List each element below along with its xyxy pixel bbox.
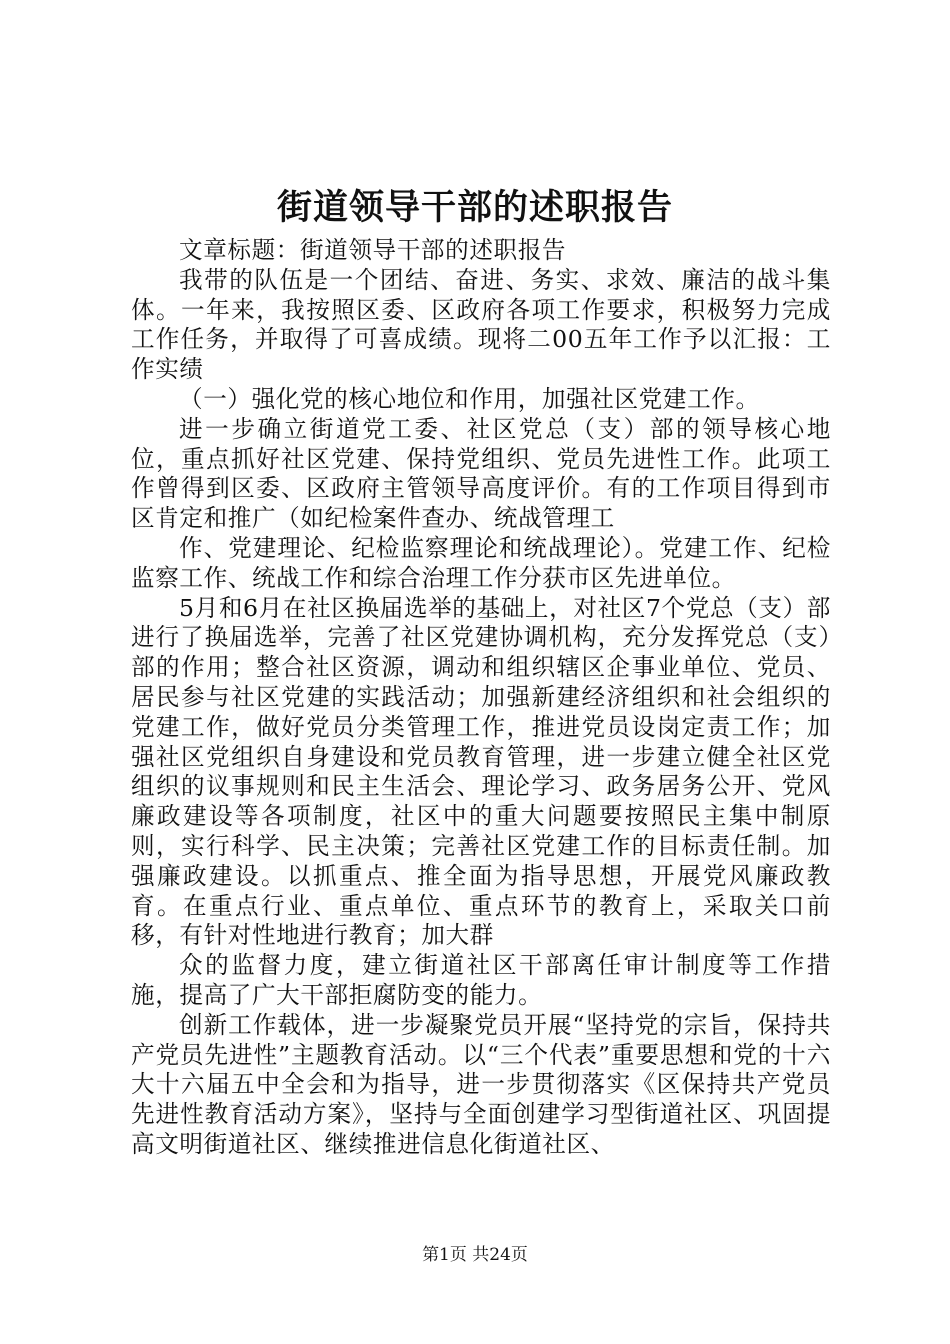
paragraph-innovation: 创新工作载体，进一步凝聚党员开展“坚持党的宗旨，保持共产党员先进性”主题教育活动。以“三个代表”重要思想和党的十六大十六届五中全会和为指导，进一步贯彻落实《区保持共产党员先进性教育活动方案》，坚持与全面创建学习型街道社区、巩固提高文明街道社区、继续推进信息化街道社区、 [131, 1010, 831, 1158]
paragraph-party-leadership-cont: 作、党建理论、纪检监察理论和统战理论）。党建工作、纪检监察工作、统战工作和综合治理工作分获市区先进单位。 [131, 533, 831, 592]
paragraph-election: 5月和6月在社区换届选举的基础上，对社区7个党总（支）部进行了换届选举，完善了社区党建协调机构，充分发挥党总（支）部的作用；整合社区资源，调动和组织辖区企事业单位、党员、居民参与社区党建的实践活动；加强新建经济组织和社会组织的党建工作，做好党员分类管理工作，推进党员设岗定责工作；加强社区党组织自身建设和党员教育管理，进一步建立健全社区党组织的议事规则和民主生活会、理论学习、政务居务公开、党风廉政建设等各项制度，社区中的重大问题要按照民主集中制原则，实行科学、民主决策；完善社区党建工作的目标责任制。加强廉政建设。以抓重点、推全面为指导思想，开展党风廉政教育。在重点行业、重点单位、重点环节的教育上，采取关口前移，有针对性地进行教育；加大群 [131, 593, 831, 950]
paragraph-section-heading: （一）强化党的核心地位和作用，加强社区党建工作。 [179, 384, 760, 413]
paragraph-article-title: 文章标题：街道领导干部的述职报告 [179, 236, 567, 264]
page-footer: 第1页 共24页 [422, 1245, 528, 1265]
paragraph-party-leadership: 进一步确立街道党工委、社区党总（支）部的领导核心地位，重点抓好社区党建、保持党组织、党员先进性工作。此项工作曾得到区委、区政府主管领导高度评价。有的工作项目得到市区肯定和推广（如纪检案件查办、统战管理工 [131, 414, 831, 533]
document-title: 街道领导干部的述职报告 [276, 187, 673, 228]
paragraph-supervision: 众的监督力度，建立街道社区干部离任审计制度等工作措施，提高了广大干部拒腐防变的能力。 [131, 951, 831, 1009]
document-body [131, 236, 831, 1160]
paragraph-intro: 我带的队伍是一个团结、奋进、务实、求效、廉洁的战斗集体。一年来，我按照区委、区政府各项工作要求，积极努力完成工作任务，并取得了可喜成绩。现将二00五年工作予以汇报：工作实绩 [131, 265, 831, 384]
